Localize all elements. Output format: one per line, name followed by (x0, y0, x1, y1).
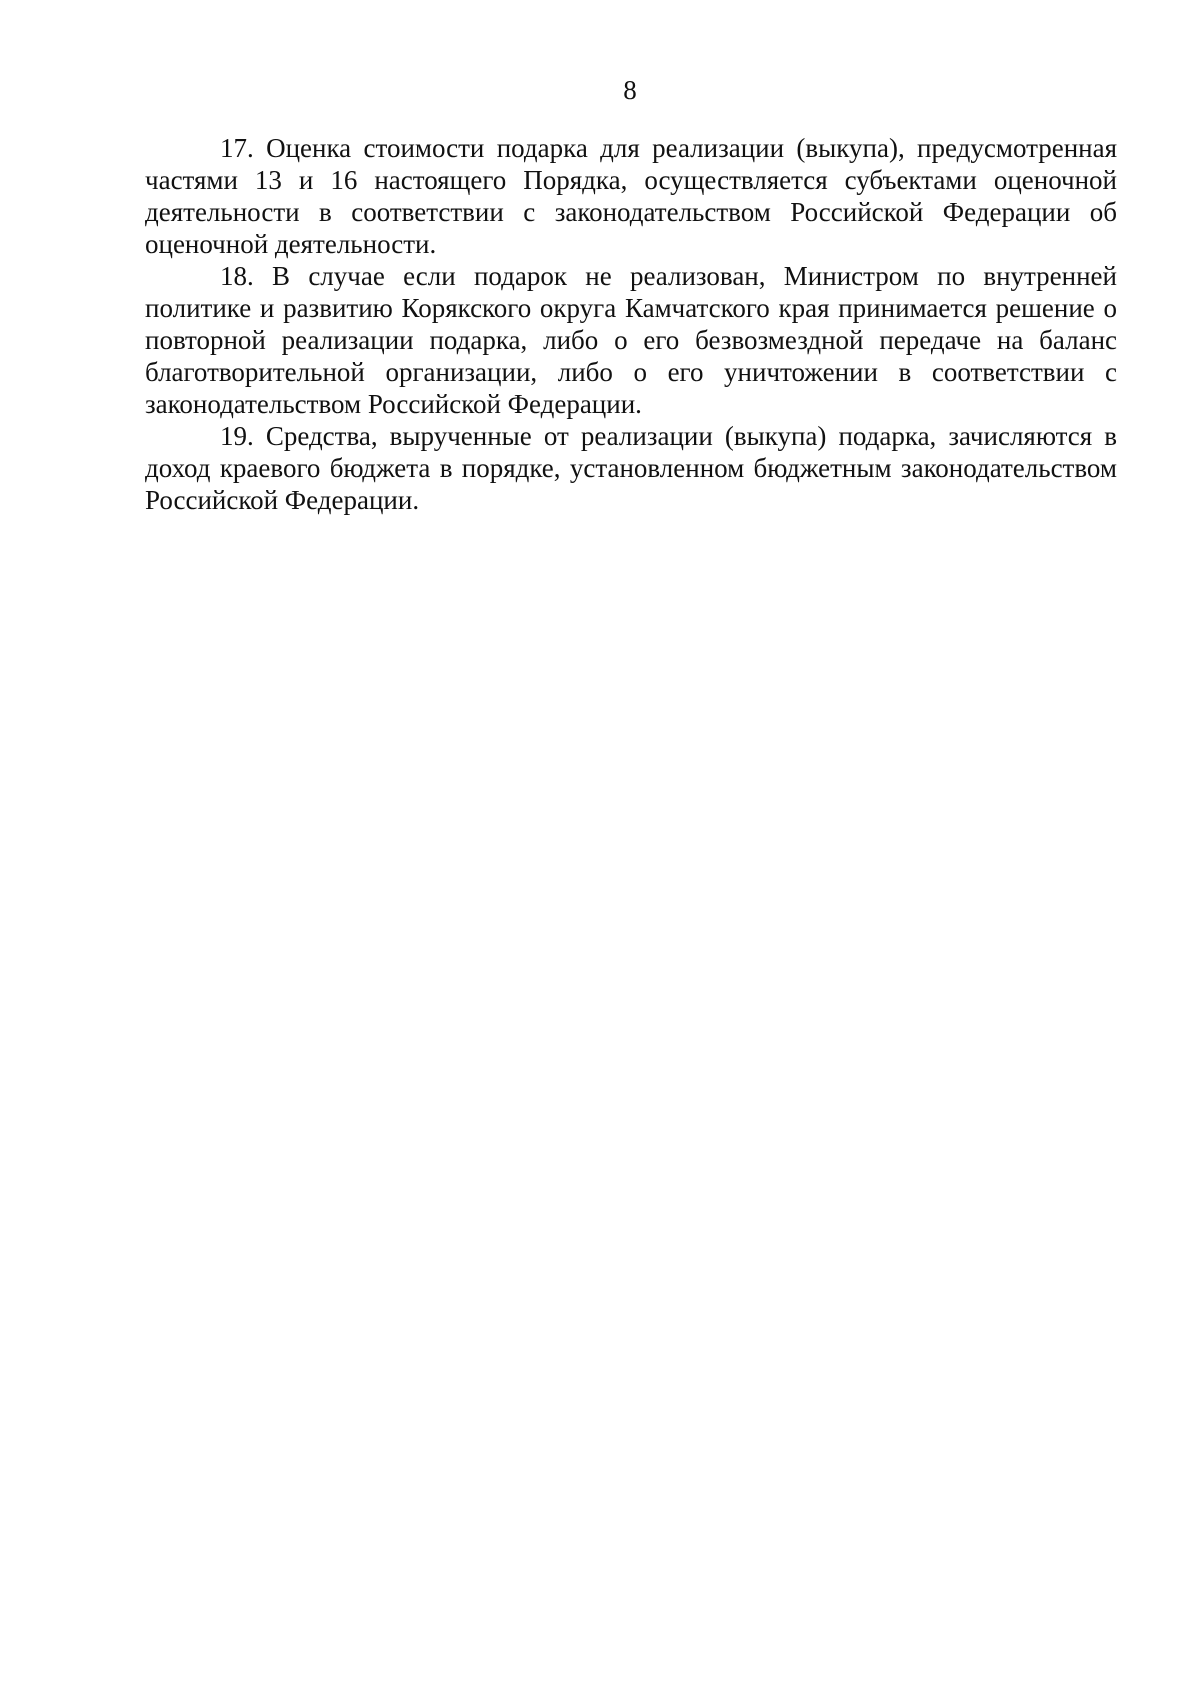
paragraph-19: 19. Средства, вырученные от реализации (выкупа) подарка, зачисляются в доход краевого бюджета в порядке, установленном бюджетным законодательством Российской Федерации. (145, 421, 1117, 515)
paragraph-18: 18. В случае если подарок не реализован, Министром по внутренней политике и развитию Корякского округа Камчатского края принимается решение о повторной реализации подарка, либо о его безвозмездной передаче на баланс благотворительной организации, либо о его уничтожении в соответствии с законодательством Российской Федерации. (145, 261, 1117, 419)
page-number: 8 (623, 75, 637, 105)
paragraph-17: 17. Оценка стоимости подарка для реализации (выкупа), предусмотренная частями 13 и 16 настоящего Порядка, осуществляется субъектами оценочной деятельности в соответствии с законодательством Российской Федерации об оценочной деятельности. (145, 133, 1117, 259)
document-body (145, 132, 1117, 516)
